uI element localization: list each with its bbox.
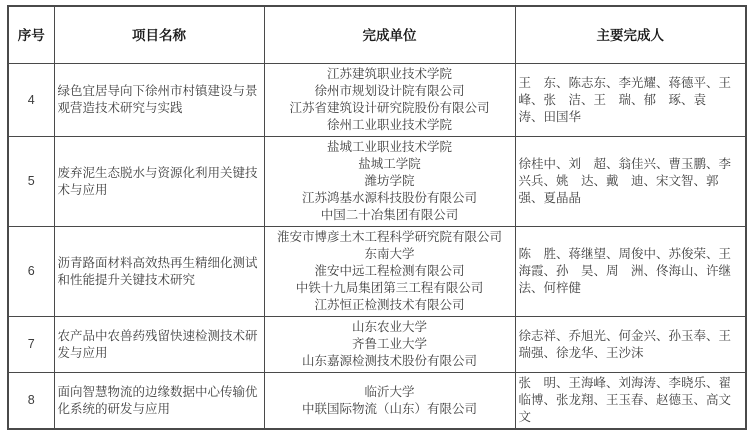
unit-line: 江苏鸿基水源科技股份有限公司	[301, 191, 477, 205]
unit-line: 中联国际物流（山东）有限公司	[301, 401, 477, 416]
table-row	[8, 227, 746, 317]
table-row	[8, 137, 746, 227]
project-name-cell: 绿色宜居导向下徐州市村镇建设与景观营造技术研究与实践	[54, 64, 264, 137]
header-row	[8, 6, 746, 64]
main-contributors-cell: 王 东、陈志东、李光耀、蒋德平、王 峰、张 洁、王 瑞、郁 琢、袁 涛、田国华	[515, 64, 746, 137]
completing-units-cell	[264, 64, 515, 137]
completing-units-cell	[264, 227, 515, 317]
unit-line: 中国二十冶集团有限公司	[320, 208, 459, 222]
project-name-cell: 农产品中农兽药残留快速检测技术研发与应用	[54, 317, 264, 373]
table-row	[8, 317, 746, 373]
main-contributors-cell: 徐志祥、乔旭光、何金兴、孙玉奉、王瑞强、徐龙华、王沙沫	[515, 317, 746, 373]
unit-line: 盐城工业职业技术学院	[326, 140, 452, 154]
serial-number-cell: 4	[8, 64, 54, 137]
serial-number-cell: 8	[8, 373, 54, 430]
completing-units-cell	[264, 373, 515, 430]
unit-line: 徐州市规划设计院有限公司	[314, 84, 465, 98]
table-row	[8, 64, 746, 137]
header-serial-number: 序号	[8, 6, 54, 64]
header-project-name: 项目名称	[54, 6, 264, 64]
unit-line: 山东农业大学	[351, 320, 427, 334]
main-contributors-cell: 徐桂中、刘 超、翁佳兴、曹玉鹏、李兴兵、姚 达、戴 迪、宋文智、郭 强、夏晶晶	[515, 137, 746, 227]
unit-line: 齐鲁工业大学	[351, 337, 427, 351]
unit-line: 山东嘉源检测技术股份有限公司	[301, 354, 477, 368]
table-row	[8, 373, 746, 430]
unit-line: 淮安市博彦土木工程科学研究院有限公司	[276, 230, 502, 244]
project-name-cell: 沥青路面材料高效热再生精细化测试和性能提升关键技术研究	[54, 227, 264, 317]
completing-units-cell	[264, 137, 515, 227]
serial-number-cell: 5	[8, 137, 54, 227]
serial-number-cell: 7	[8, 317, 54, 373]
unit-line: 淮安中远工程检测有限公司	[314, 264, 465, 278]
unit-line: 临沂大学	[364, 384, 415, 399]
header-completing-units: 完成单位	[264, 6, 515, 64]
awards-table	[7, 5, 747, 430]
main-contributors-cell: 张 明、王海峰、刘海涛、李晓乐、翟临博、张龙翔、王玉春、赵德玉、高文文	[515, 373, 746, 430]
unit-line: 东南大学	[364, 247, 415, 261]
unit-line: 中铁十九局集团第三工程有限公司	[295, 281, 484, 295]
unit-line: 江苏省建筑设计研究院股份有限公司	[289, 101, 490, 115]
completing-units-cell	[264, 317, 515, 373]
serial-number-cell: 6	[8, 227, 54, 317]
unit-line: 徐州工业职业技术学院	[326, 118, 452, 132]
unit-line: 江苏建筑职业技术学院	[326, 67, 452, 81]
unit-line: 盐城工学院	[358, 157, 421, 171]
unit-line: 潍坊学院	[364, 174, 415, 188]
main-contributors-cell: 陈 胜、蒋继望、周俊中、苏俊荣、王海霞、孙 昊、周 洲、佟海山、许继法、何梓健	[515, 227, 746, 317]
project-name-cell: 面向智慧物流的边缘数据中心传输优化系统的研发与应用	[54, 373, 264, 430]
project-name-cell: 废弃泥生态脱水与资源化利用关键技术与应用	[54, 137, 264, 227]
unit-line: 江苏恒正检测技术有限公司	[314, 298, 465, 312]
header-main-contributors: 主要完成人	[515, 6, 746, 64]
